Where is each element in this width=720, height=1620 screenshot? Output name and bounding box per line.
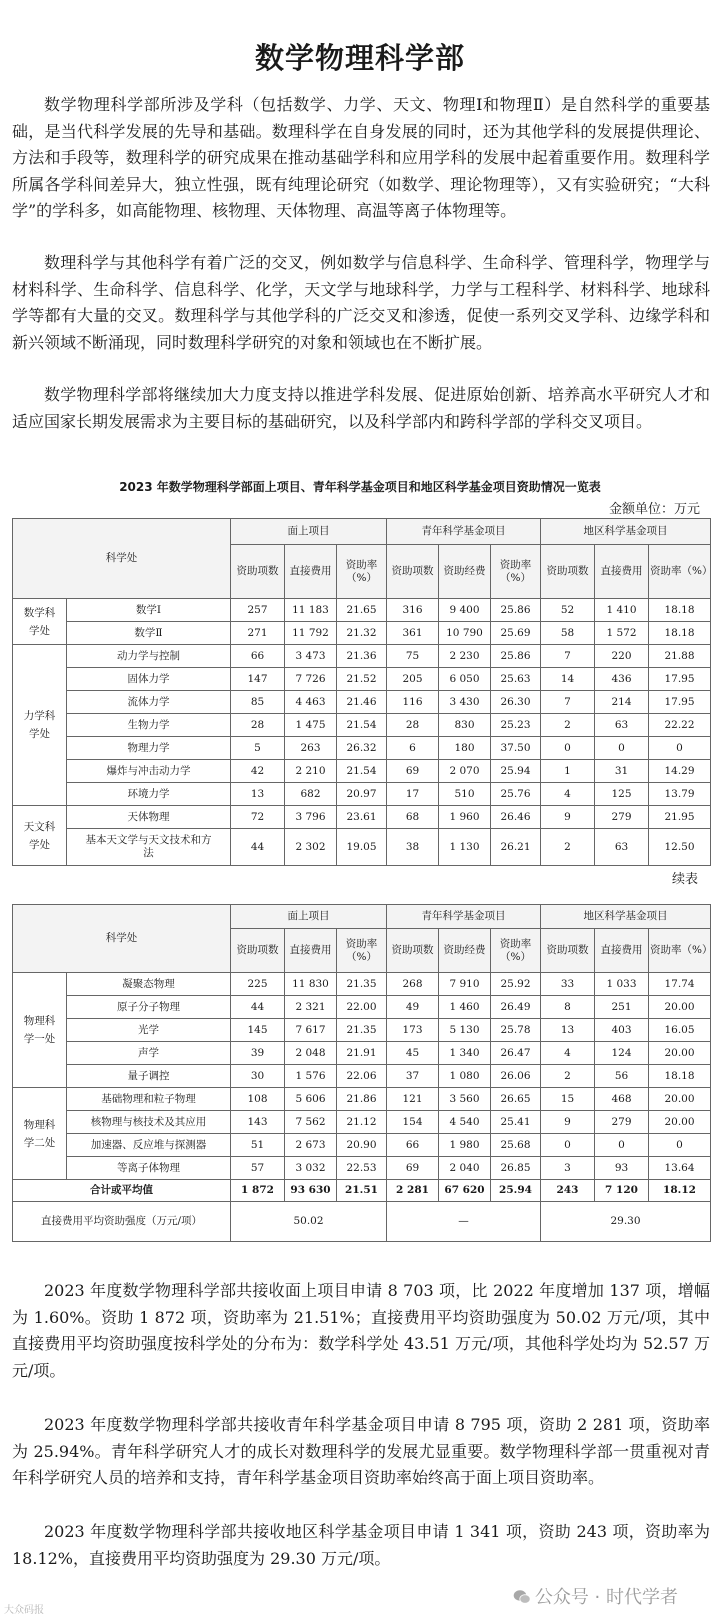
discipline-cell: 凝聚态物理 (67, 973, 231, 996)
value-cell: 3 032 (285, 1157, 337, 1180)
general-header: 面上项目 (231, 905, 387, 929)
col-funding: 资助经费 (439, 545, 491, 599)
value-cell: 403 (595, 1019, 649, 1042)
discipline-cell: 基本天文学与天文技术和方法 (67, 829, 231, 866)
value-cell: 20.00 (649, 996, 711, 1019)
value-cell: 38 (387, 829, 439, 866)
value-cell: 0 (541, 1134, 595, 1157)
value-cell: 2 070 (439, 760, 491, 783)
col-count: 资助项数 (541, 929, 595, 973)
value-cell: 2 (541, 829, 595, 866)
value-cell: 1 033 (595, 973, 649, 996)
value-cell: 13 (541, 1019, 595, 1042)
intro-paragraph-2: 数理科学与其他科学有着广泛的交叉，例如数学与信息科学、生命科学、管理科学，物理学与材料科学、生命科学、信息科学、化学，天文学与地球科学，力学与工程科学、材料科学、地球科学等都有大量的交叉。数理科学与其他学科的广泛交叉和渗透，促使一系列交叉学科、边缘学科和新兴领域不断涌现，同时数理科学研究的对象和领域也在不断扩展。 (12, 253, 710, 352)
table-row (13, 783, 711, 806)
dept-header: 科学处 (13, 519, 231, 599)
value-cell: 11 830 (285, 973, 337, 996)
value-cell: 8 (541, 996, 595, 1019)
value-cell: 4 463 (285, 691, 337, 714)
value-cell: 1 980 (439, 1134, 491, 1157)
value-cell: 124 (595, 1042, 649, 1065)
col-rate: 资助率（%） (337, 929, 387, 973)
dept-cell: 物理科学一处 (13, 973, 67, 1088)
value-cell: 214 (595, 691, 649, 714)
value-cell: 121 (387, 1088, 439, 1111)
value-cell: 20.00 (649, 1111, 711, 1134)
value-cell: 1 475 (285, 714, 337, 737)
value-cell: 37 (387, 1065, 439, 1088)
youth-header: 青年科学基金项目 (387, 519, 541, 545)
value-cell: 18.18 (649, 1065, 711, 1088)
value-cell: 682 (285, 783, 337, 806)
value-cell: 25.76 (491, 783, 541, 806)
col-rate: 资助率（%） (337, 545, 387, 599)
col-direct: 直接费用 (285, 545, 337, 599)
value-cell: 57 (231, 1157, 285, 1180)
value-cell: 22.53 (337, 1157, 387, 1180)
value-cell: 22.06 (337, 1065, 387, 1088)
value-cell: 3 430 (439, 691, 491, 714)
value-cell: 21.46 (337, 691, 387, 714)
value-cell: 21.91 (337, 1042, 387, 1065)
value-cell: 225 (231, 973, 285, 996)
value-cell: 257 (231, 599, 285, 622)
value-cell: 26.49 (491, 996, 541, 1019)
value-cell: 21.54 (337, 760, 387, 783)
value-cell: 25.41 (491, 1111, 541, 1134)
value-cell: 17 (387, 783, 439, 806)
value-cell: 7 (541, 645, 595, 668)
value-cell: 6 (387, 737, 439, 760)
value-cell: 63 (595, 714, 649, 737)
value-cell: 15 (541, 1088, 595, 1111)
summary-paragraph-2: 2023 年度数学物理科学部共接收青年科学基金项目申请 8 795 项，资助 2 281 项，资助率为 25.94%。青年科学研究人才的成长对数理科学的发展尤显重要。数学物理科学部一贯重视对青年科学研究人员的培养和支持，青年科学基金项目资助率始终高于面上项目资助率。 (12, 1415, 710, 1487)
value-cell: 3 (541, 1157, 595, 1180)
value-cell: 17.74 (649, 973, 711, 996)
discipline-cell: 流体力学 (67, 691, 231, 714)
discipline-cell: 基础物理和粒子物理 (67, 1088, 231, 1111)
value-cell: 143 (231, 1111, 285, 1134)
dept-cell: 天文科学处 (13, 806, 67, 866)
average-row (13, 1202, 711, 1242)
value-cell: 2 230 (439, 645, 491, 668)
value-cell: 12.50 (649, 829, 711, 866)
average-label: 直接费用平均资助强度（万元/项） (13, 1202, 231, 1242)
value-cell: 20.97 (337, 783, 387, 806)
discipline-cell: 原子分子物理 (67, 996, 231, 1019)
discipline-cell: 固体力学 (67, 668, 231, 691)
value-cell: 21.65 (337, 599, 387, 622)
total-cell: 1 872 (231, 1180, 285, 1202)
col-direct: 直接费用 (595, 929, 649, 973)
value-cell: 21.95 (649, 806, 711, 829)
watermark (513, 1583, 678, 1609)
value-cell: 45 (387, 1042, 439, 1065)
discipline-cell: 声学 (67, 1042, 231, 1065)
value-cell: 2 673 (285, 1134, 337, 1157)
discipline-cell: 核物理与核技术及其应用 (67, 1111, 231, 1134)
value-cell: 26.21 (491, 829, 541, 866)
discipline-cell: 物理力学 (67, 737, 231, 760)
total-cell: 2 281 (387, 1180, 439, 1202)
value-cell: 21.54 (337, 714, 387, 737)
value-cell: 1 572 (595, 622, 649, 645)
value-cell: 20.00 (649, 1042, 711, 1065)
value-cell: 30 (231, 1065, 285, 1088)
table-row (13, 996, 711, 1019)
value-cell: 21.52 (337, 668, 387, 691)
table-row (13, 760, 711, 783)
col-count: 资助项数 (231, 545, 285, 599)
value-cell: 108 (231, 1088, 285, 1111)
value-cell: 26.47 (491, 1042, 541, 1065)
discipline-cell: 量子调控 (67, 1065, 231, 1088)
value-cell: 21.86 (337, 1088, 387, 1111)
table-row (13, 1111, 711, 1134)
value-cell: 1 410 (595, 599, 649, 622)
value-cell: 25.78 (491, 1019, 541, 1042)
value-cell: 6 050 (439, 668, 491, 691)
total-cell: 67 620 (439, 1180, 491, 1202)
value-cell: 26.46 (491, 806, 541, 829)
discipline-cell: 光学 (67, 1019, 231, 1042)
col-direct: 直接费用 (595, 545, 649, 599)
value-cell: 26.32 (337, 737, 387, 760)
value-cell: 69 (387, 760, 439, 783)
average-youth: — (387, 1202, 541, 1242)
value-cell: 2 048 (285, 1042, 337, 1065)
funding-table-1 (12, 518, 711, 866)
value-cell: 361 (387, 622, 439, 645)
col-rate: 资助率（%） (649, 929, 711, 973)
value-cell: 28 (231, 714, 285, 737)
value-cell: 10 790 (439, 622, 491, 645)
value-cell: 21.88 (649, 645, 711, 668)
value-cell: 3 473 (285, 645, 337, 668)
value-cell: 5 130 (439, 1019, 491, 1042)
table-row (13, 668, 711, 691)
value-cell: 145 (231, 1019, 285, 1042)
value-cell: 21.36 (337, 645, 387, 668)
dept-cell: 数学科学处 (13, 599, 67, 645)
value-cell: 251 (595, 996, 649, 1019)
youth-header: 青年科学基金项目 (387, 905, 541, 929)
watermark-left: 大众码报 (4, 1605, 44, 1616)
value-cell: 21.32 (337, 622, 387, 645)
table-caption: 2023 年数学物理科学部面上项目、青年科学基金项目和地区科学基金项目资助情况一览表 (119, 480, 601, 494)
value-cell: 0 (649, 737, 711, 760)
value-cell: 21.12 (337, 1111, 387, 1134)
value-cell: 13.79 (649, 783, 711, 806)
continued-label: 续表 (671, 872, 698, 887)
value-cell: 263 (285, 737, 337, 760)
value-cell: 18.18 (649, 622, 711, 645)
value-cell: 75 (387, 645, 439, 668)
value-cell: 17.95 (649, 691, 711, 714)
value-cell: 14 (541, 668, 595, 691)
value-cell: 19.05 (337, 829, 387, 866)
value-cell: 180 (439, 737, 491, 760)
value-cell: 58 (541, 622, 595, 645)
watermark-text: 公众号 · 时代学者 (534, 1587, 678, 1608)
discipline-cell: 爆炸与冲击动力学 (67, 760, 231, 783)
unit-label: 金额单位：万元 (608, 502, 700, 517)
intro-paragraph-1: 数学物理科学部所涉及学科（包括数学、力学、天文、物理Ⅰ和物理Ⅱ）是自然科学的重要基础，是当代科学发展的先导和基础。数理科学在自身发展的同时，还为其他学科的发展提供理论、方法和手段等，数理科学的研究成果在推动基础学科和应用学科的发展中起着重要作用。数理科学所属各学科间差异大，独立性强，既有纯理论研究（如数学、理论物理等），又有实验研究；“大科学”的学科多，如高能物理、核物理、天体物理、高温等离子体物理等。 (12, 95, 710, 220)
value-cell: 7 726 (285, 668, 337, 691)
col-count: 资助项数 (387, 929, 439, 973)
table-row (13, 1065, 711, 1088)
value-cell: 93 (595, 1157, 649, 1180)
table-row (13, 806, 711, 829)
value-cell: 5 606 (285, 1088, 337, 1111)
table-row (13, 714, 711, 737)
table-row (13, 737, 711, 760)
col-funding: 资助经费 (439, 929, 491, 973)
value-cell: 31 (595, 760, 649, 783)
value-cell: 66 (231, 645, 285, 668)
value-cell: 2 (541, 714, 595, 737)
value-cell: 16.05 (649, 1019, 711, 1042)
value-cell: 1 340 (439, 1042, 491, 1065)
value-cell: 11 792 (285, 622, 337, 645)
average-regional: 29.30 (541, 1202, 711, 1242)
average-general: 50.02 (231, 1202, 387, 1242)
value-cell: 436 (595, 668, 649, 691)
total-cell: 243 (541, 1180, 595, 1202)
value-cell: 2 321 (285, 996, 337, 1019)
value-cell: 4 (541, 783, 595, 806)
value-cell: 44 (231, 996, 285, 1019)
value-cell: 1 080 (439, 1065, 491, 1088)
value-cell: 20.00 (649, 1088, 711, 1111)
discipline-cell: 环境力学 (67, 783, 231, 806)
value-cell: 22.22 (649, 714, 711, 737)
value-cell: 510 (439, 783, 491, 806)
discipline-cell: 动力学与控制 (67, 645, 231, 668)
value-cell: 0 (541, 737, 595, 760)
value-cell: 26.30 (491, 691, 541, 714)
value-cell: 468 (595, 1088, 649, 1111)
value-cell: 25.63 (491, 668, 541, 691)
value-cell: 56 (595, 1065, 649, 1088)
value-cell: 279 (595, 1111, 649, 1134)
general-header: 面上项目 (231, 519, 387, 545)
value-cell: 2 210 (285, 760, 337, 783)
value-cell: 68 (387, 806, 439, 829)
value-cell: 7 (541, 691, 595, 714)
table-row (13, 622, 711, 645)
value-cell: 830 (439, 714, 491, 737)
dept-cell: 物理科学二处 (13, 1088, 67, 1180)
value-cell: 173 (387, 1019, 439, 1042)
value-cell: 21.35 (337, 1019, 387, 1042)
value-cell: 42 (231, 760, 285, 783)
col-count: 资助项数 (231, 929, 285, 973)
col-count: 资助项数 (541, 545, 595, 599)
total-label: 合计或平均值 (13, 1180, 231, 1202)
value-cell: 4 540 (439, 1111, 491, 1134)
value-cell: 39 (231, 1042, 285, 1065)
value-cell: 3 560 (439, 1088, 491, 1111)
value-cell: 13.64 (649, 1157, 711, 1180)
total-row (13, 1180, 711, 1202)
discipline-cell: 数学Ⅱ (67, 622, 231, 645)
discipline-cell: 数学Ⅰ (67, 599, 231, 622)
intro-paragraph-3: 数学物理科学部将继续加大力度支持以推进学科发展、促进原始创新、培养高水平研究人才和适应国家长期发展需求为主要目标的基础研究，以及科学部内和跨科学部的学科交叉项目。 (12, 385, 710, 431)
value-cell: 14.29 (649, 760, 711, 783)
table-row (13, 599, 711, 622)
value-cell: 1 460 (439, 996, 491, 1019)
value-cell: 49 (387, 996, 439, 1019)
value-cell: 154 (387, 1111, 439, 1134)
value-cell: 3 796 (285, 806, 337, 829)
value-cell: 2 302 (285, 829, 337, 866)
value-cell: 1 960 (439, 806, 491, 829)
value-cell: 20.90 (337, 1134, 387, 1157)
dept-header: 科学处 (13, 905, 231, 973)
value-cell: 21.35 (337, 973, 387, 996)
value-cell: 63 (595, 829, 649, 866)
value-cell: 147 (231, 668, 285, 691)
value-cell: 7 562 (285, 1111, 337, 1134)
discipline-cell: 生物力学 (67, 714, 231, 737)
value-cell: 4 (541, 1042, 595, 1065)
value-cell: 22.00 (337, 996, 387, 1019)
value-cell: 7 617 (285, 1019, 337, 1042)
table-row (13, 1088, 711, 1111)
value-cell: 52 (541, 599, 595, 622)
value-cell: 11 183 (285, 599, 337, 622)
table-row (13, 829, 711, 866)
table-row (13, 645, 711, 668)
value-cell: 66 (387, 1134, 439, 1157)
col-direct: 直接费用 (285, 929, 337, 973)
col-rate: 资助率（%） (491, 545, 541, 599)
value-cell: 25.92 (491, 973, 541, 996)
value-cell: 1 (541, 760, 595, 783)
value-cell: 33 (541, 973, 595, 996)
value-cell: 9 400 (439, 599, 491, 622)
table-row (13, 1157, 711, 1180)
value-cell: 26.65 (491, 1088, 541, 1111)
regional-header: 地区科学基金项目 (541, 519, 711, 545)
total-cell: 18.12 (649, 1180, 711, 1202)
funding-table-2 (12, 904, 711, 1242)
col-rate: 资助率（%） (649, 545, 711, 599)
value-cell: 0 (595, 1134, 649, 1157)
value-cell: 25.69 (491, 622, 541, 645)
table-row (13, 1019, 711, 1042)
discipline-cell: 等离子体物理 (67, 1157, 231, 1180)
value-cell: 220 (595, 645, 649, 668)
value-cell: 1 130 (439, 829, 491, 866)
value-cell: 2 040 (439, 1157, 491, 1180)
value-cell: 23.61 (337, 806, 387, 829)
value-cell: 37.50 (491, 737, 541, 760)
value-cell: 26.85 (491, 1157, 541, 1180)
value-cell: 25.94 (491, 760, 541, 783)
value-cell: 9 (541, 1111, 595, 1134)
value-cell: 125 (595, 783, 649, 806)
total-cell: 7 120 (595, 1180, 649, 1202)
summary-paragraph-3: 2023 年度数学物理科学部共接收地区科学基金项目申请 1 341 项，资助 243 项，资助率为 18.12%，直接费用平均资助强度为 29.30 万元/项。 (12, 1522, 710, 1568)
value-cell: 18.18 (649, 599, 711, 622)
table-row (13, 1134, 711, 1157)
value-cell: 26.06 (491, 1065, 541, 1088)
value-cell: 5 (231, 737, 285, 760)
total-cell: 21.51 (337, 1180, 387, 1202)
value-cell: 9 (541, 806, 595, 829)
value-cell: 205 (387, 668, 439, 691)
value-cell: 2 (541, 1065, 595, 1088)
value-cell: 28 (387, 714, 439, 737)
col-count: 资助项数 (387, 545, 439, 599)
table-row (13, 691, 711, 714)
discipline-cell: 天体物理 (67, 806, 231, 829)
col-rate: 资助率（%） (491, 929, 541, 973)
value-cell: 1 576 (285, 1065, 337, 1088)
dept-cell: 力学科学处 (13, 645, 67, 806)
value-cell: 51 (231, 1134, 285, 1157)
value-cell: 0 (649, 1134, 711, 1157)
value-cell: 271 (231, 622, 285, 645)
value-cell: 25.86 (491, 599, 541, 622)
value-cell: 316 (387, 599, 439, 622)
value-cell: 25.86 (491, 645, 541, 668)
table-row (13, 1042, 711, 1065)
summary-paragraph-1: 2023 年度数学物理科学部共接收面上项目申请 8 703 项，比 2022 年度增加 137 项，增幅为 1.60%。资助 1 872 项，资助率为 21.51%；直接费用平均资助强度为 50.02 万元/项，其中直接费用平均资助强度按科学处的分布为：数学科学处 43.51 万元/项，其他科学处均为 52.57 万元/项。 (12, 1281, 710, 1380)
value-cell: 44 (231, 829, 285, 866)
value-cell: 85 (231, 691, 285, 714)
value-cell: 25.23 (491, 714, 541, 737)
wechat-icon (513, 1589, 531, 1605)
value-cell: 17.95 (649, 668, 711, 691)
value-cell: 72 (231, 806, 285, 829)
page-title: 数学物理科学部 (254, 41, 465, 75)
value-cell: 279 (595, 806, 649, 829)
value-cell: 116 (387, 691, 439, 714)
value-cell: 7 910 (439, 973, 491, 996)
value-cell: 268 (387, 973, 439, 996)
value-cell: 69 (387, 1157, 439, 1180)
total-cell: 25.94 (491, 1180, 541, 1202)
value-cell: 13 (231, 783, 285, 806)
value-cell: 25.68 (491, 1134, 541, 1157)
value-cell: 0 (595, 737, 649, 760)
discipline-cell: 加速器、反应堆与探测器 (67, 1134, 231, 1157)
table-row (13, 973, 711, 996)
regional-header: 地区科学基金项目 (541, 905, 711, 929)
total-cell: 93 630 (285, 1180, 337, 1202)
